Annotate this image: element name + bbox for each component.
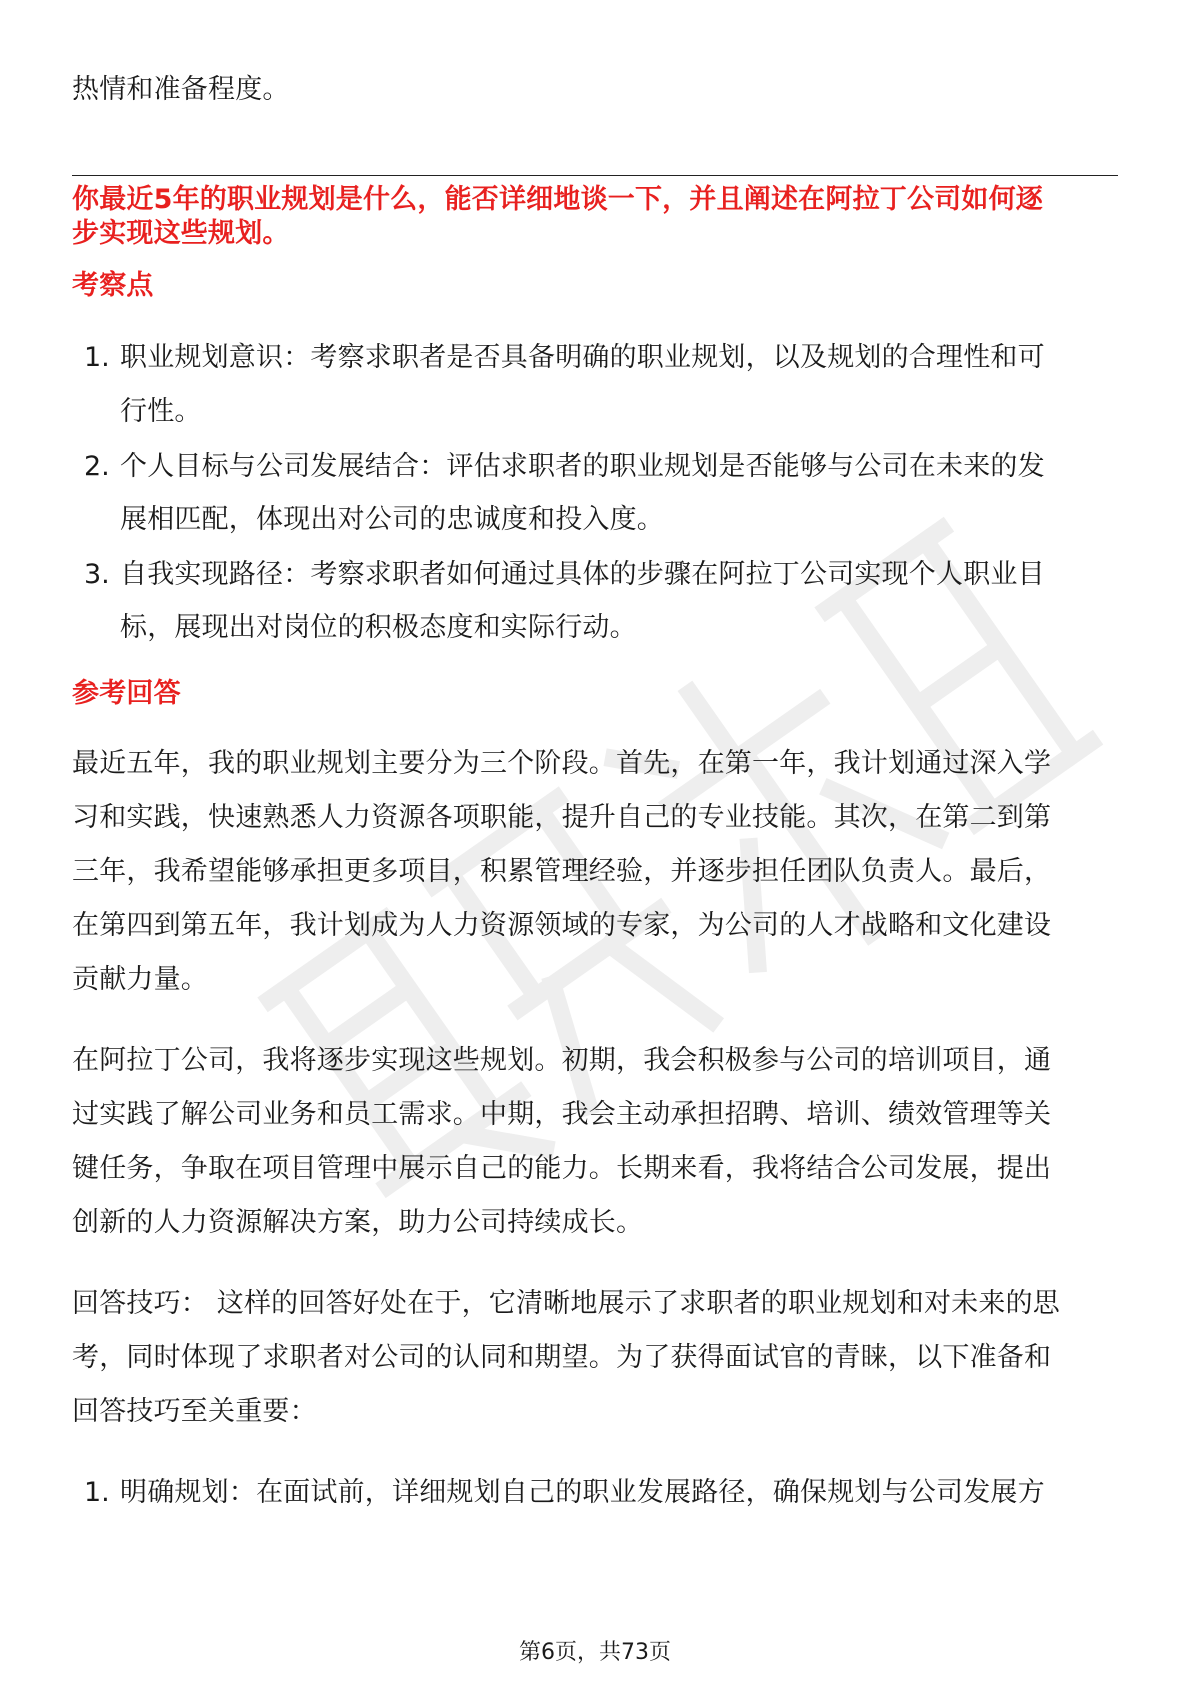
section-heading-answer: 参考回答 <box>72 678 181 709</box>
tip-item-1-line-1: 明确规划：在面试前，详细规划自己的职业发展路径，确保规划与公司发展方 <box>120 1477 1045 1508</box>
tip-number-1: 1. <box>84 1477 110 1508</box>
answer-para1-line-1: 最近五年，我的职业规划主要分为三个阶段。首先，在第一年，我计划通过深入学 <box>72 748 1052 779</box>
intro-tail-text: 热情和准备程度。 <box>72 74 290 105</box>
point-item-3-line-1: 自我实现路径：考察求职者如何通过具体的步骤在阿拉丁公司实现个人职业目 <box>120 559 1045 590</box>
answer-para1-line-5: 贡献力量。 <box>72 964 208 995</box>
answer-para3-line-2: 考，同时体现了求职者对公司的认同和期望。为了获得面试官的青睐，以下准备和 <box>72 1342 1052 1373</box>
point-number-2: 2. <box>84 451 110 482</box>
point-number-1: 1. <box>84 342 110 373</box>
question-line-2: 步实现这些规划。 <box>72 218 290 249</box>
point-item-1-line-1: 职业规划意识：考察求职者是否具备明确的职业规划，以及规划的合理性和可 <box>120 342 1045 373</box>
answer-para2-line-4: 创新的人力资源解决方案，助力公司持续成长。 <box>72 1207 644 1238</box>
point-item-3-line-2: 标，展现出对岗位的积极态度和实际行动。 <box>120 612 637 643</box>
point-item-2-line-1: 个人目标与公司发展结合：评估求职者的职业规划是否能够与公司在未来的发 <box>120 451 1045 482</box>
point-item-2-line-2: 展相匹配，体现出对公司的忠诚度和投入度。 <box>120 504 664 535</box>
point-item-1-line-2: 行性。 <box>120 396 202 427</box>
answer-para1-line-4: 在第四到第五年，我计划成为人力资源领域的专家，为公司的人才战略和文化建设 <box>72 910 1052 941</box>
answer-para1-line-3: 三年，我希望能够承担更多项目，积累管理经验，并逐步担任团队负责人。最后， <box>72 856 1052 887</box>
point-number-3: 3. <box>84 559 110 590</box>
answer-para2-line-2: 过实践了解公司业务和员工需求。中期，我会主动承担招聘、培训、绩效管理等关 <box>72 1099 1052 1130</box>
question-line-1: 你最近5年的职业规划是什么，能否详细地谈一下，并且阐述在阿拉丁公司如何逐 <box>72 184 1043 215</box>
answer-para1-line-2: 习和实践，快速熟悉人力资源各项职能，提升自己的专业技能。其次，在第二到第 <box>72 802 1052 833</box>
answer-para2-line-3: 键任务，争取在项目管理中展示自己的能力。长期来看，我将结合公司发展，提出 <box>72 1153 1052 1184</box>
section-heading-points: 考察点 <box>72 270 154 301</box>
page-footer: 第6页，共73页 <box>519 1640 671 1665</box>
answer-para3-line-1: 回答技巧： 这样的回答好处在于，它清晰地展示了求职者的职业规划和对未来的思 <box>72 1288 1060 1319</box>
answer-para3-line-3: 回答技巧至关重要： <box>72 1396 317 1427</box>
section-divider <box>72 175 1118 176</box>
answer-para2-line-1: 在阿拉丁公司，我将逐步实现这些规划。初期，我会积极参与公司的培训项目，通 <box>72 1045 1052 1076</box>
